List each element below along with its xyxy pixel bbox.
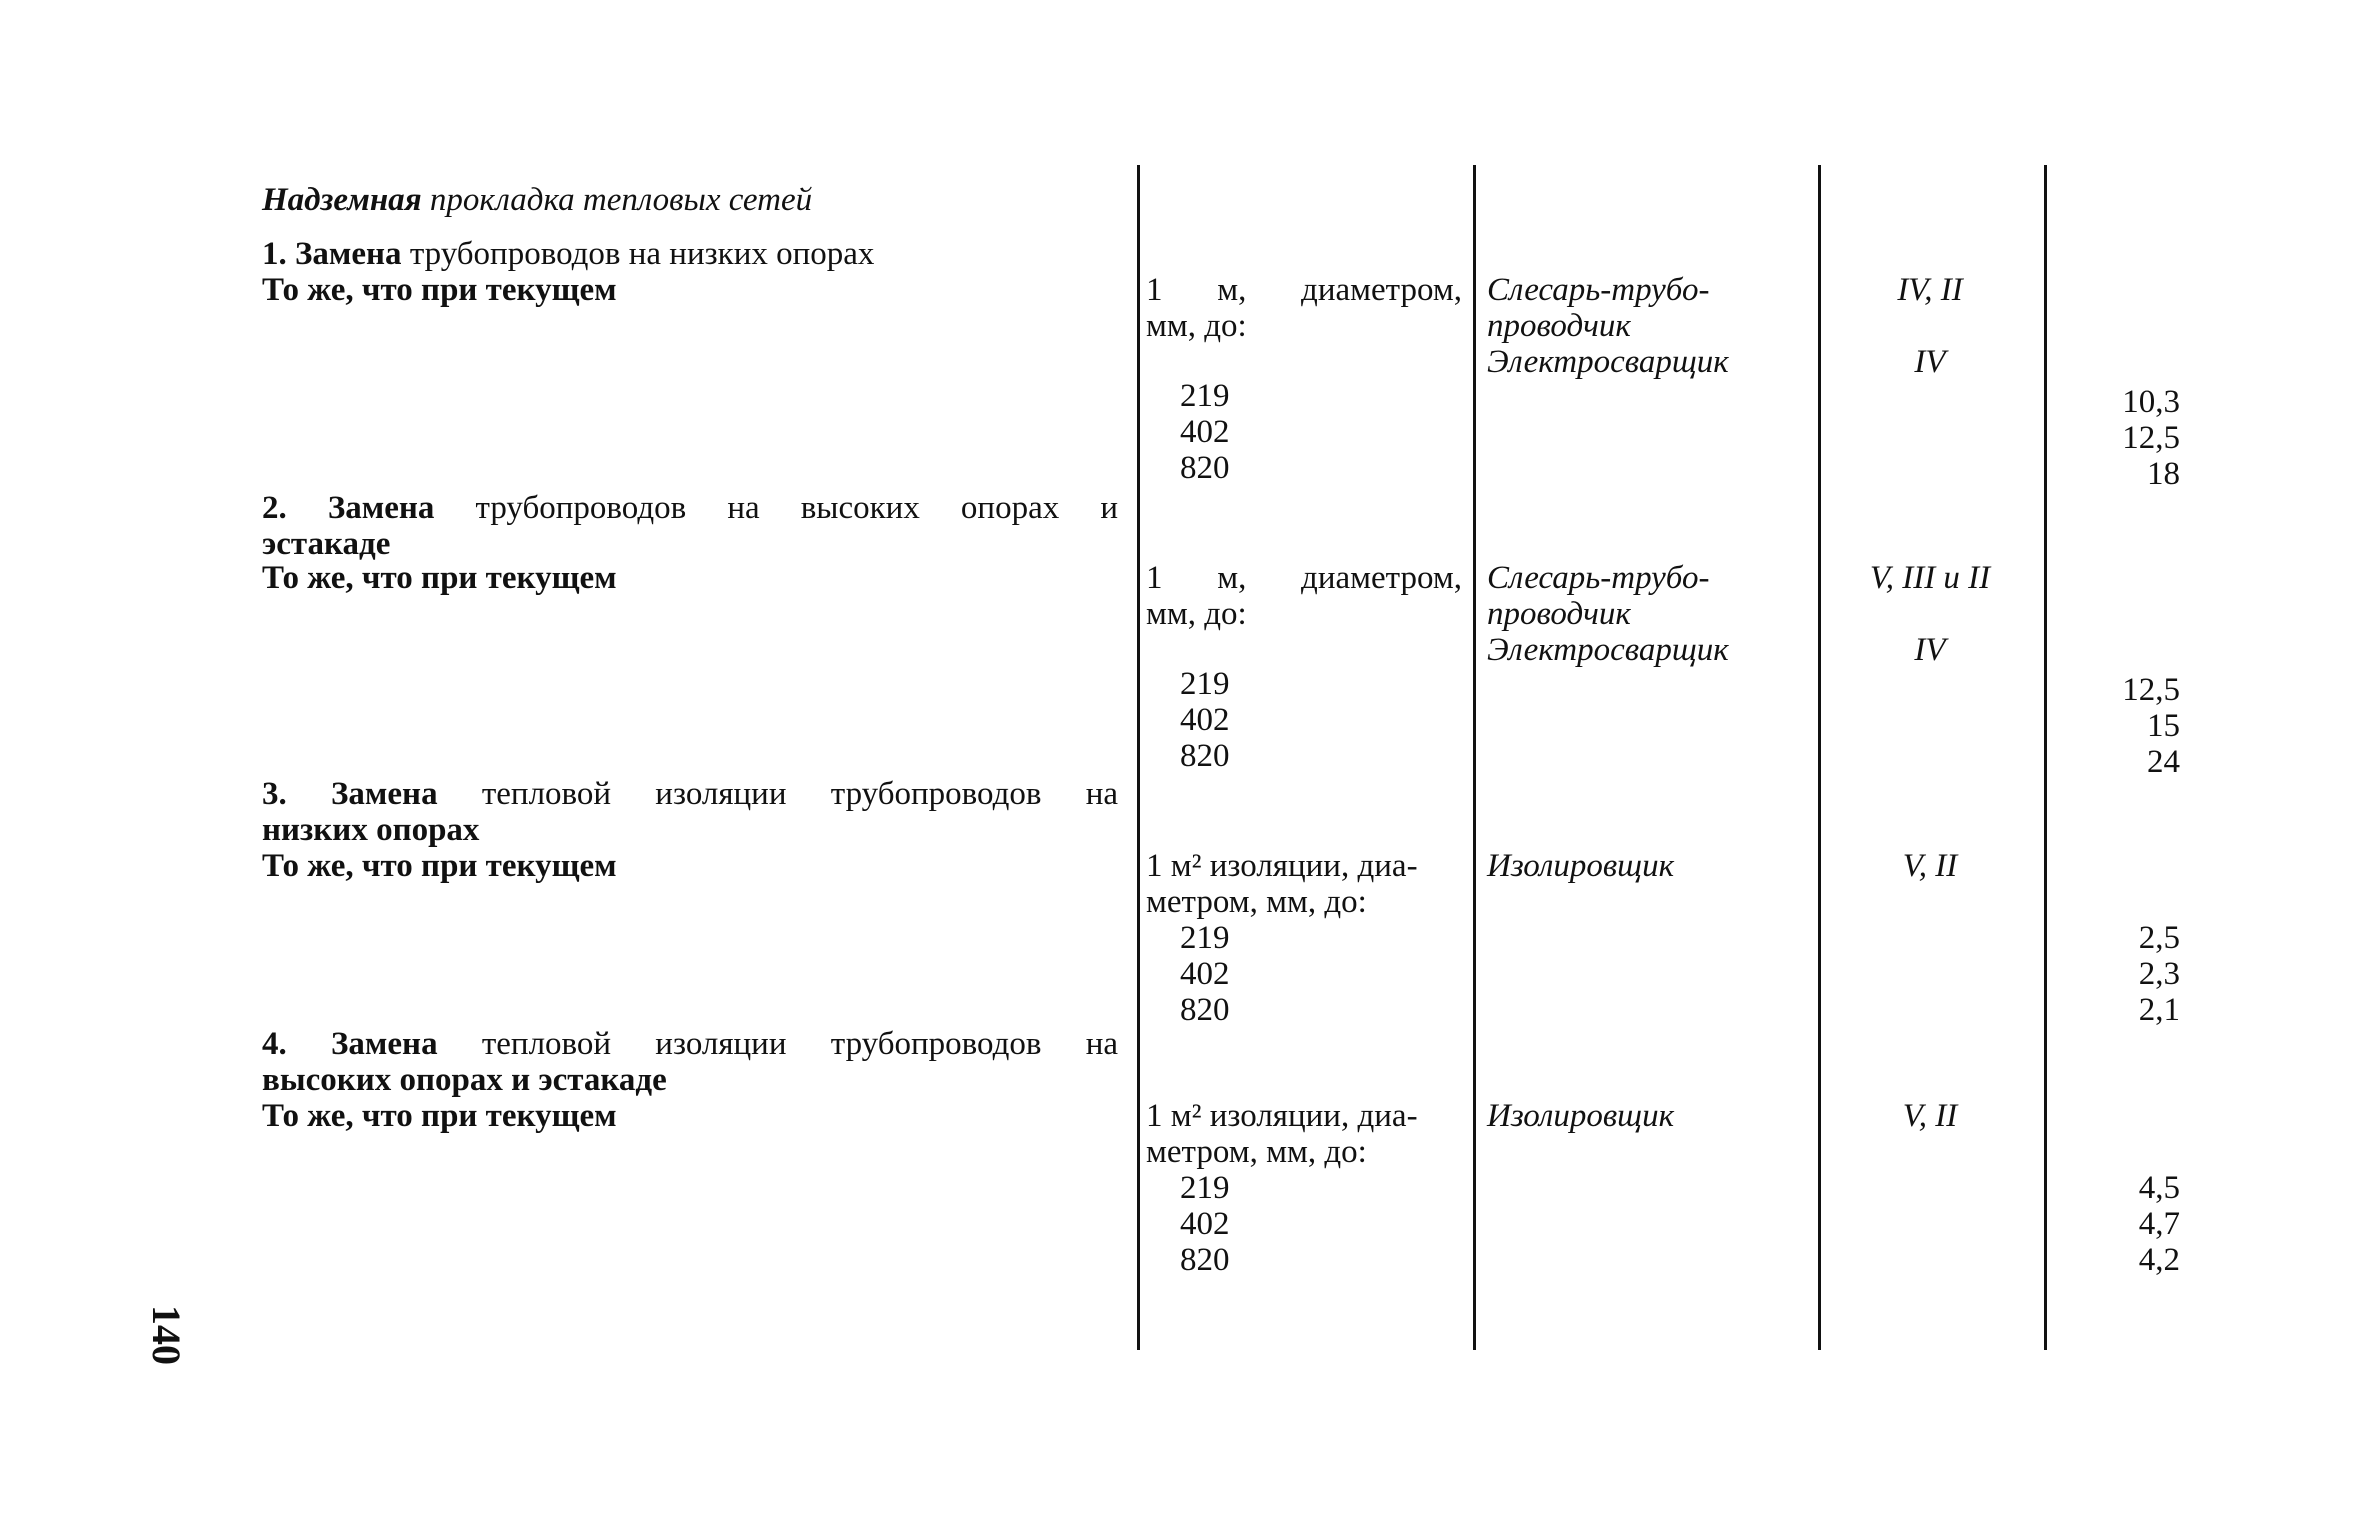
item-3-value-3: 2,1 — [2138, 992, 2180, 1028]
item-2-value-1: 12,5 — [2122, 672, 2180, 708]
item-1-number: 1. — [262, 236, 287, 272]
item-1-value-2: 12,5 — [2122, 420, 2180, 456]
page-number: 140 — [144, 1305, 189, 1365]
column-rule-1 — [1137, 165, 1140, 1350]
section-heading — [262, 182, 812, 218]
item-1-profession-2: Электросварщик — [1487, 344, 1729, 380]
item-3-diam-1: 219 — [1180, 920, 1230, 956]
item-1-value-3: 18 — [2147, 456, 2180, 492]
section-heading-bold: Надземная — [262, 182, 422, 218]
item-1-grade-1: IV, II — [1897, 272, 1963, 308]
item-2-title-text: трубопроводов на высоких опорах и — [475, 490, 1118, 526]
item-2-grade-1: V, III и II — [1869, 560, 1991, 596]
item-4-grade: V, II — [1902, 1098, 1958, 1134]
item-4-diam-1: 219 — [1180, 1170, 1230, 1206]
item-1-profession-1b: проводчик — [1487, 308, 1631, 344]
item-1-value-1: 10,3 — [2122, 384, 2180, 420]
item-3-diam-3: 820 — [1180, 992, 1230, 1028]
item-1-title-text: трубопроводов на низких опорах — [409, 236, 875, 272]
item-3-value-1: 2,5 — [2138, 920, 2180, 956]
item-2-diam-3: 820 — [1180, 738, 1230, 774]
column-rule-2 — [1473, 165, 1476, 1350]
section-heading-rest: прокладка тепловых сетей — [429, 182, 813, 218]
item-4-unit-line2: метром, мм, до: — [1146, 1134, 1367, 1170]
item-4-title-line2: высоких опорах и эстакаде — [262, 1062, 667, 1098]
item-4-diam-2: 402 — [1180, 1206, 1230, 1242]
item-1-diam-1: 219 — [1180, 378, 1230, 414]
item-4-profession: Изолировщик — [1487, 1098, 1675, 1134]
item-1-unit-line1: 1 м, диаметром, — [1146, 272, 1462, 308]
item-1-profession-1a: Слесарь-трубо- — [1487, 272, 1710, 308]
item-4-value-1: 4,5 — [2138, 1170, 2180, 1206]
item-4-value-3: 4,2 — [2138, 1242, 2180, 1278]
item-4-title-bold: Замена — [331, 1026, 438, 1062]
item-1-same-as: То же, что при текущем — [262, 272, 617, 308]
item-2-unit-line1: 1 м, диаметром, — [1146, 560, 1462, 596]
item-2-title-bold: Замена — [327, 490, 435, 526]
item-1-title — [262, 236, 874, 272]
column-rule-4 — [2044, 165, 2047, 1350]
item-3-grade: V, II — [1902, 848, 1958, 884]
item-3-unit-line2: метром, мм, до: — [1146, 884, 1367, 920]
item-4-value-2: 4,7 — [2138, 1206, 2180, 1242]
item-2-value-2: 15 — [2147, 708, 2180, 744]
item-2-title-line2: эстакаде — [262, 526, 391, 562]
item-1-diam-2: 402 — [1180, 414, 1230, 450]
item-2-number: 2. — [262, 490, 287, 526]
item-4-title-text: тепловой изоляции трубопроводов на — [481, 1026, 1119, 1062]
item-3-title-line2: низких опорах — [262, 812, 480, 848]
column-rule-3 — [1818, 165, 1821, 1350]
item-4-unit-line1: 1 м² изоляции, диа- — [1146, 1098, 1418, 1134]
item-3-profession: Изолировщик — [1487, 848, 1675, 884]
item-4-title — [262, 1026, 1118, 1062]
item-2-grade-2: IV — [1914, 632, 1946, 668]
item-4-number: 4. — [262, 1026, 287, 1062]
item-3-unit-line1: 1 м² изоляции, диа- — [1146, 848, 1418, 884]
item-3-diam-2: 402 — [1180, 956, 1230, 992]
item-4-same-as: То же, что при текущем — [262, 1098, 617, 1134]
item-2-title — [262, 490, 1118, 526]
item-1-diam-3: 820 — [1180, 450, 1230, 486]
item-2-profession-1b: проводчик — [1487, 596, 1631, 632]
item-1-title-bold: Замена — [295, 236, 402, 272]
item-3-title-bold: Замена — [331, 776, 438, 812]
item-2-profession-1a: Слесарь-трубо- — [1487, 560, 1710, 596]
item-3-title — [262, 776, 1118, 812]
item-3-number: 3. — [262, 776, 287, 812]
item-3-title-text: тепловой изоляции трубопроводов на — [481, 776, 1119, 812]
item-4-diam-3: 820 — [1180, 1242, 1230, 1278]
item-3-value-2: 2,3 — [2138, 956, 2180, 992]
item-1-unit-line2: мм, до: — [1146, 308, 1247, 344]
item-1-grade-2: IV — [1914, 344, 1946, 380]
item-2-diam-2: 402 — [1180, 702, 1230, 738]
item-3-same-as: То же, что при текущем — [262, 848, 617, 884]
item-2-profession-2: Электросварщик — [1487, 632, 1729, 668]
item-2-unit-line2: мм, до: — [1146, 596, 1247, 632]
item-2-value-3: 24 — [2147, 744, 2180, 780]
item-2-same-as: То же, что при текущем — [262, 560, 617, 596]
item-2-diam-1: 219 — [1180, 666, 1230, 702]
